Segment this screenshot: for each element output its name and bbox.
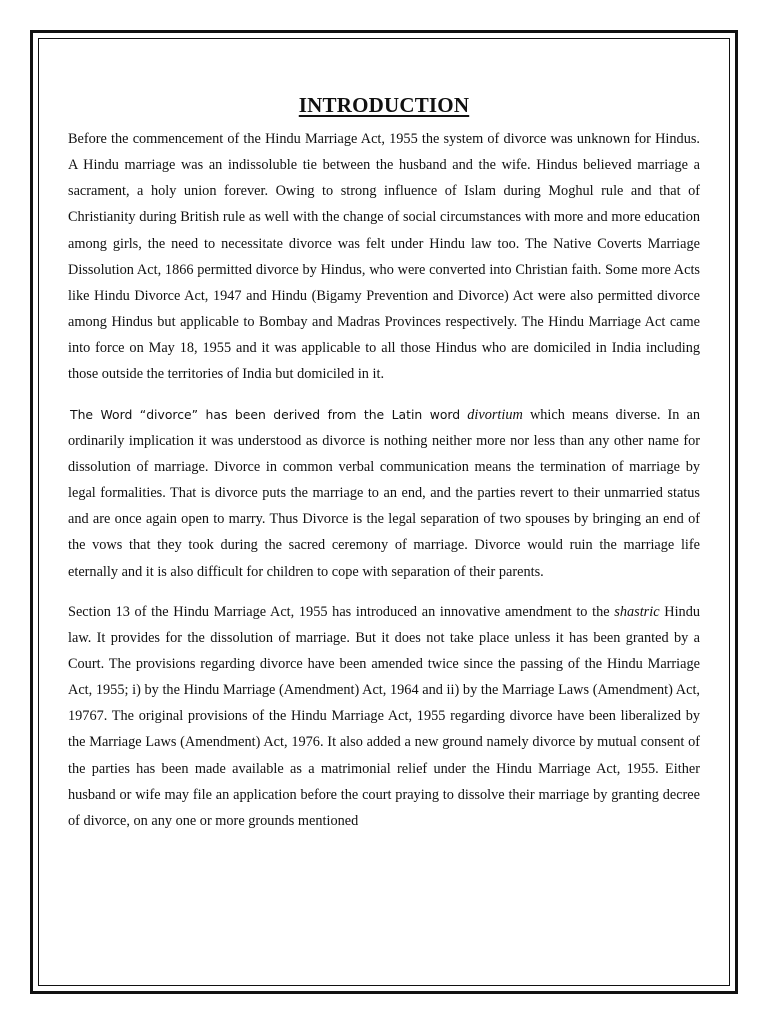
section-body-text: Hindu law. It provides for the dissolution of marriage. But it does not take place unless it has been granted by a Court. The provisions regarding divorce have been amended twice since the passing of the Hindu Marriage Act, 1955; i) by the Hindu Marriage (Amendment) Act, 1964 and ii) by the Marriage Laws (Amendment) Act, 19767. The original provisions of the Hindu Marriage Act, 1955 regarding divorce have been liberalized by the Marriage Laws (Amendment) Act, 1976. It also added a new ground namely divorce by mutual consent of the parties has been made available as a matrimonial relief under the Hindu Marriage Act, 1955. Either husband or wife may file an application before the court praying to dissolve their marriage by granting decree of divorce, on any one or more grounds mentioned xyxy=(68,603,700,829)
paragraph-section-13 xyxy=(68,599,700,834)
latin-term: divortium xyxy=(467,406,523,423)
section-lead-text: Section 13 of the Hindu Marriage Act, 1955 has introduced an innovative amendment to the xyxy=(68,603,610,620)
paragraph-etymology xyxy=(68,402,700,585)
etymology-body-text: which means diverse. In an ordinarily implication it was understood as divorce is nothing neither more nor less than any other name for dissolution of marriage. Divorce in common verbal communication means the termination of marriage by legal formalities. That is divorce puts the marriage to an end, and the parties revert to their unmarried status and are once again open to marry. Thus Divorce is the legal separation of two spouses by bringing an end of the vows that they took during the sacred ceremony of marriage. Divorce would ruin the marriage life eternally and it is also difficult for children to cope with separation of their parents. xyxy=(68,406,700,580)
etymology-lead-text: The Word “divorce” has been derived from the Latin word xyxy=(70,406,461,422)
document-body xyxy=(68,90,700,834)
shastric-term: shastric xyxy=(614,603,660,620)
page-title: INTRODUCTION xyxy=(298,93,470,117)
paragraph-history: Before the commencement of the Hindu Marriage Act, 1955 the system of divorce was unknown for Hindus. A Hindu marriage was an indissoluble tie between the husband and the wife. Hindus believed marriage a sacrament, a holy union forever. Owing to strong influence of Islam during Moghul rule and that of Christianity during British rule as well with the change of social circumstances with more and more education among girls, the need to necessitate divorce was felt under Hindu law too. The Native Coverts Marriage Dissolution Act, 1866 permitted divorce by Hindus, who were converted into Christian faith. Some more Acts like Hindu Divorce Act, 1947 and Hindu (Bigamy Prevention and Divorce) Act were also permitted divorce among Hindus but applicable to Bombay and Madras Provinces respectively. The Hindu Marriage Act came into force on May 18, 1955 and it was applicable to all those Hindus who are domiciled in India including those outside the territories of India but domiciled in it. xyxy=(68,131,700,383)
